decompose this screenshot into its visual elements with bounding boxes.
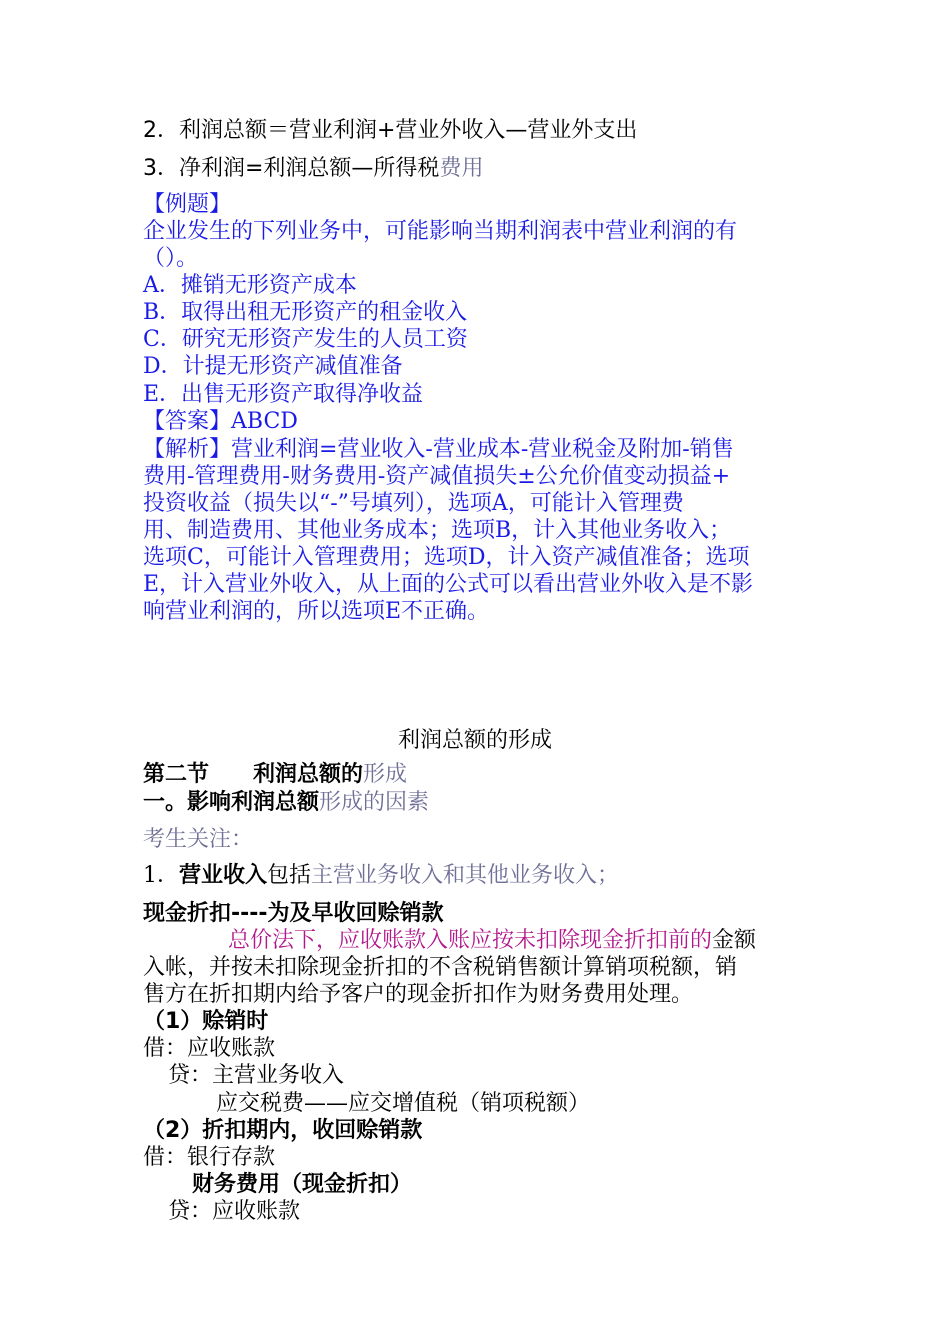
discount-para-line-2: 入帐，并按未扣除现金折扣的不含税销售额计算销项税额，销: [143, 955, 738, 980]
formula-gray-text: 费用: [439, 156, 484, 181]
item-1-gray: 主营业务收入和其他业务收入；: [311, 863, 620, 888]
example-question-line-1: 企业发生的下列业务中，可能影响当期利润表中营业利润的有: [143, 219, 738, 244]
analysis-line: E，计入营业外收入，从上面的公式可以看出营业外收入是不影: [143, 572, 754, 597]
option-d: D．计提无形资产减值准备: [143, 354, 403, 379]
discount-para-highlight: 总价法下，应收账款入账应按未扣除现金折扣前的: [228, 928, 713, 953]
analysis-line: 选项C，可能计入管理费用；选项D，计入资产减值准备；选项: [143, 545, 750, 570]
step-2-heading: （2）折扣期内，收回赊销款: [143, 1118, 423, 1143]
entry-1-credit-2: 应交税费——应交增值税（销项税额）: [216, 1091, 591, 1116]
formula-text: 2．利润总额＝营业利润+营业外收入—营业外支出: [143, 118, 638, 143]
cash-discount-title: 现金折扣----为及早收回赊销款: [143, 901, 444, 926]
formula-line-3: [143, 155, 483, 182]
discount-para-line-1: [228, 927, 756, 954]
analysis-line: 用、制造费用、其他业务成本；选项B，计入其他业务收入；: [143, 518, 732, 543]
option-c: C．研究无形资产发生的人员工资: [143, 327, 468, 352]
section-title-gray: 形成: [363, 762, 408, 787]
step-1-heading: （1）赊销时: [143, 1009, 269, 1034]
entry-2-debit-2: 财务费用（现金折扣）: [192, 1172, 413, 1197]
option-e: E．出售无形资产取得净收益: [143, 382, 424, 407]
example-title: 【例题】: [143, 192, 232, 217]
analysis-line: 费用-管理费用-财务费用-资产减值损失±公允价值变动损益+: [143, 464, 731, 489]
formula-text: 3．净利润=利润总额—所得税: [143, 156, 440, 181]
entry-1-debit: 借：应收账款: [143, 1036, 276, 1061]
entry-2-credit: 贷：应收账款: [168, 1199, 301, 1224]
section-subtitle-main: 一。影响利润总额: [143, 790, 320, 815]
option-b: B．取得出租无形资产的租金收入: [143, 300, 468, 325]
discount-para-rest: 金额: [712, 928, 757, 953]
example-question-line-2: （）。: [143, 246, 199, 271]
item-1-bold: 营业收入: [179, 863, 268, 888]
formula-line-2: [143, 117, 637, 144]
entry-2-debit: 借：银行存款: [143, 1145, 276, 1170]
entry-1-credit: 贷：主营业务收入: [168, 1063, 345, 1088]
item-1-number: 1．: [143, 863, 179, 888]
answer-line: 【答案】ABCD: [143, 409, 298, 434]
item-1: [143, 862, 619, 889]
option-a: A．摊销无形资产成本: [143, 273, 357, 298]
section-subtitle: [143, 789, 429, 816]
section-subtitle-gray: 形成的因素: [319, 790, 430, 815]
item-1-mid: 包括: [267, 863, 312, 888]
section-heading: 利润总额的形成: [397, 728, 552, 753]
analysis-line: 【解析】营业利润=营业收入-营业成本-营业税金及附加-销售: [143, 437, 734, 462]
section-title: [143, 761, 407, 788]
discount-para-line-3: 售方在折扣期内给予客户的现金折扣作为财务费用处理。: [143, 982, 694, 1007]
analysis-line: 投资收益（损失以“-”号填列），选项A，可能计入管理费: [143, 491, 684, 516]
section-title-main: 第二节 利润总额的: [143, 762, 364, 787]
exam-concern-label: 考生关注：: [143, 827, 254, 852]
analysis-line: 响营业利润的，所以选项E不正确。: [143, 599, 490, 624]
